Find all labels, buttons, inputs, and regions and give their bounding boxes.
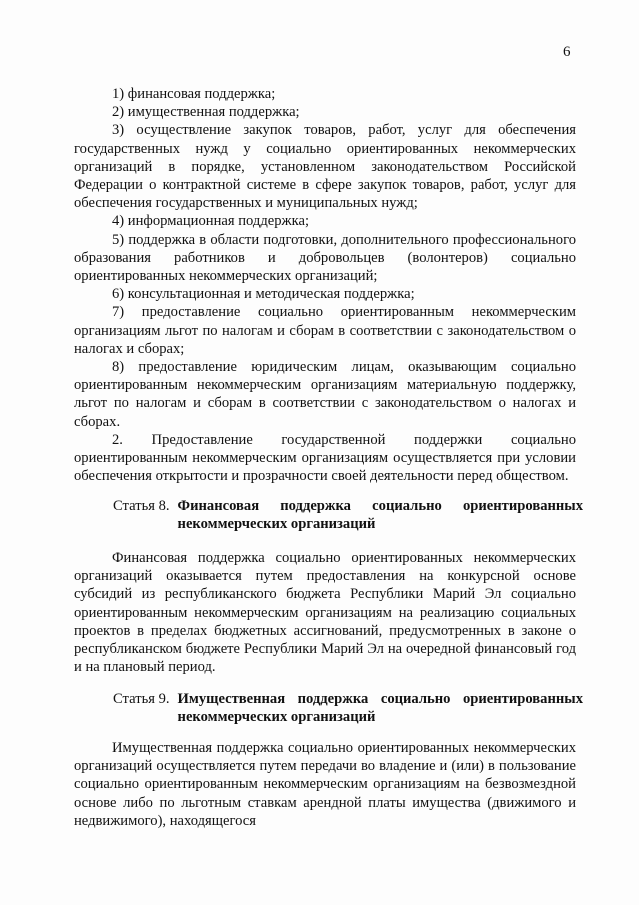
list-item: 8) предоставление юридическим лицам, оказывающим социально ориентированным некоммерческим организациям материальную поддержку, льгот по налогам и сборам в соответствии с законодательством о налогах и сборах. <box>74 359 576 430</box>
article-8-body <box>74 549 576 676</box>
paragraph-2: 2. Предоставление государственной поддержки социально ориентированным некоммерческим организациям осуществляется при условии обеспечения открытости и прозрачности своей деятельности перед обществом. <box>74 431 576 485</box>
article-9-body <box>74 739 576 830</box>
list-item: 5) поддержка в области подготовки, дополнительного профессионального образования работников и добровольцев (волонтеров) социально ориентированных некоммерческих организаций; <box>74 231 576 285</box>
article-8-heading <box>113 497 583 533</box>
list-item: 3) осуществление закупок товаров, работ, услуг для обеспечения государственных нужд у социально ориентированных некоммерческих организаций в порядке, установленном законодательством Российской Федерации о контрактной системе в сфере закупок товаров, работ, услуг для обеспечения государственных и муниципальных нужд; <box>74 122 576 212</box>
list-item: 7) предоставление социально ориентированным некоммерческим организациям льгот по налогам и сборам в соответствии с законодательством о налогах и сборах; <box>74 304 576 357</box>
support-forms-list <box>74 85 576 485</box>
list-item: 6) консультационная и методическая поддержка; <box>112 286 415 303</box>
article-9-number: Статья 9. <box>113 691 170 707</box>
page-number: 6 <box>563 44 571 60</box>
article-8-title: Финансовая поддержка социально ориентированных некоммерческих организаций <box>177 498 583 533</box>
list-item: 1) финансовая поддержка; <box>112 86 276 102</box>
list-item: 4) информационная поддержка; <box>112 213 310 230</box>
article-9-title: Имущественная поддержка социально ориентированных некоммерческих организаций <box>177 691 583 726</box>
article-8-paragraph: Финансовая поддержка социально ориентированных некоммерческих организаций оказывается путем предоставления на конкурсной основе субсидий из республиканского бюджета Республики Марий Эл социально ориентированным некоммерческим организациям на реализацию социальных проектов в пределах бюджетных ассигнований, предусмотренных в законе о республиканском бюджете Республики Марий Эл на очередной финансовый год и на плановый период. <box>74 550 576 676</box>
article-9-heading <box>113 690 583 726</box>
article-9-paragraph: Имущественная поддержка социально ориентированных некоммерческих организаций осуществляется путем передачи во владение и (или) в пользование социально ориентированным некоммерческим организациям на безвозмездной основе либо по льготным ставкам арендной платы имущества (движимого и недвижимого), находящегося <box>74 740 576 829</box>
article-8-number: Статья 8. <box>113 498 170 514</box>
list-item: 2) имущественная поддержка; <box>112 104 300 121</box>
